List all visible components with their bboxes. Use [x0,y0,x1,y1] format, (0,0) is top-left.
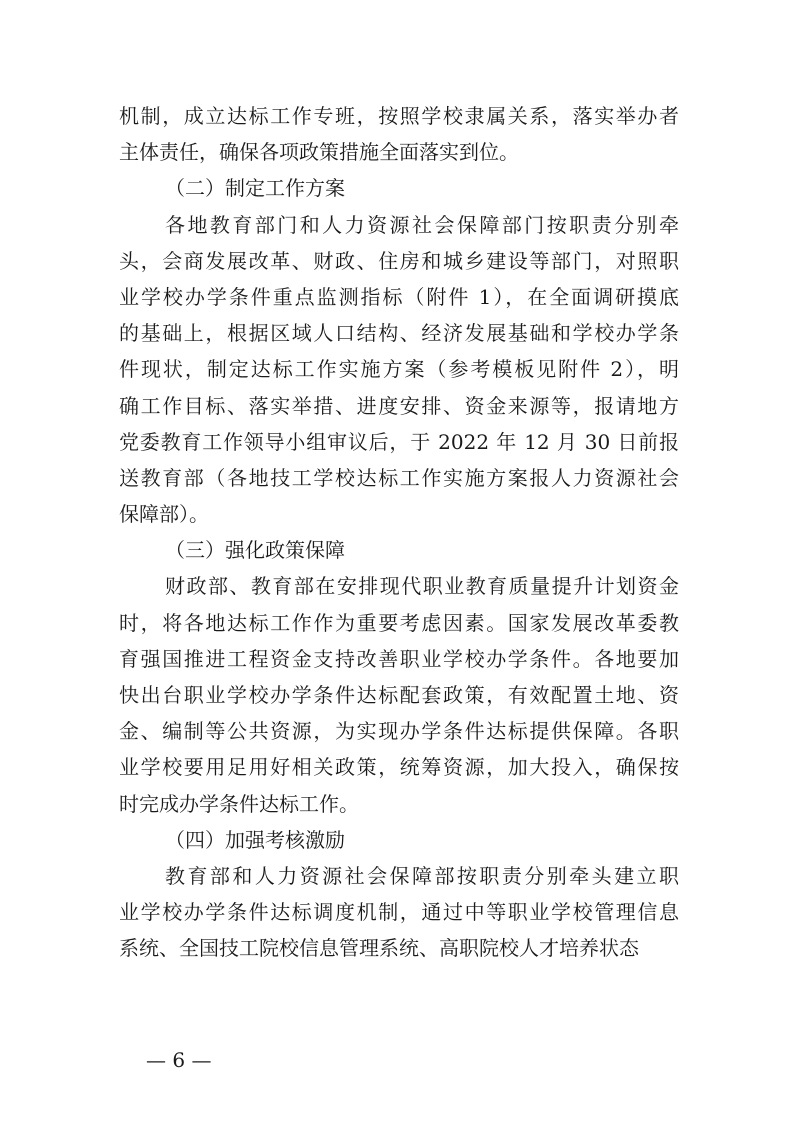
text-line: 主体责任，确保各项政策措施全面落实到位。 [119,140,519,165]
heading-text: （三）强化政策保障 [165,538,345,563]
text-line: 件现状，制定达标工作实施方案（参考模板见附件 2），明 [119,357,679,382]
text-line: 业学校办学条件达标调度机制，通过中等职业学校管理信息 [119,900,679,925]
section-heading [119,170,679,206]
text-line: 金、编制等公共资源，为实现办学条件达标提供保障。各职 [119,719,679,744]
text-line: 育强国推进工程资金支持改善职业学校办学条件。各地要加 [119,646,679,671]
heading-text: （二）制定工作方案 [165,176,345,201]
text-line: 各地教育部门和人力资源社会保障部门按职责分别牵 [165,212,679,237]
text-line: 时，将各地达标工作作为重要考虑因素。国家发展改革委教 [119,610,679,635]
paragraph [119,568,679,821]
text-line: 确工作目标、落实举措、进度安排、资金来源等，报请地方 [119,393,679,418]
text-line: 业学校办学条件重点监测指标（附件 1），在全面调研摸底 [119,284,679,309]
text-line: 教育部和人力资源社会保障部按职责分别牵头建立职 [165,863,679,888]
text-line: 机制，成立达标工作专班，按照学校隶属关系，落实举办者 [119,104,679,128]
text-line: 党委教育工作领导小组审议后，于 2022 年 12 月 30 日前报 [119,429,679,454]
section-heading [119,532,679,568]
text-line: 财政部、教育部在安排现代职业教育质量提升计划资金 [165,574,679,599]
text-line: 保障部）。 [119,502,209,527]
text-line: 送教育部（各地技工学校达标工作实施方案报人力资源社会 [119,465,679,490]
paragraph [119,207,679,533]
body-text [119,98,679,967]
text-line: 头，会商发展改革、财政、住房和城乡建设等部门，对照职 [119,248,679,273]
paragraph [119,98,679,170]
text-line: 的基础上，根据区域人口结构、经济发展基础和学校办学条 [119,321,679,346]
text-line: 时完成办学条件达标工作。 [119,791,359,816]
heading-text: （四）加强考核激励 [165,827,345,852]
text-line: 系统、全国技工院校信息管理系统、高职院校人才培养状态 [119,936,639,961]
paragraph [119,858,679,967]
text-line: 业学校要用足用好相关政策，统筹资源，加大投入，确保按 [119,755,679,780]
text-line: 快出台职业学校办学条件达标配套政策，有效配置土地、资 [119,683,679,707]
section-heading [119,822,679,858]
page-number: — 6 — [146,1048,212,1072]
